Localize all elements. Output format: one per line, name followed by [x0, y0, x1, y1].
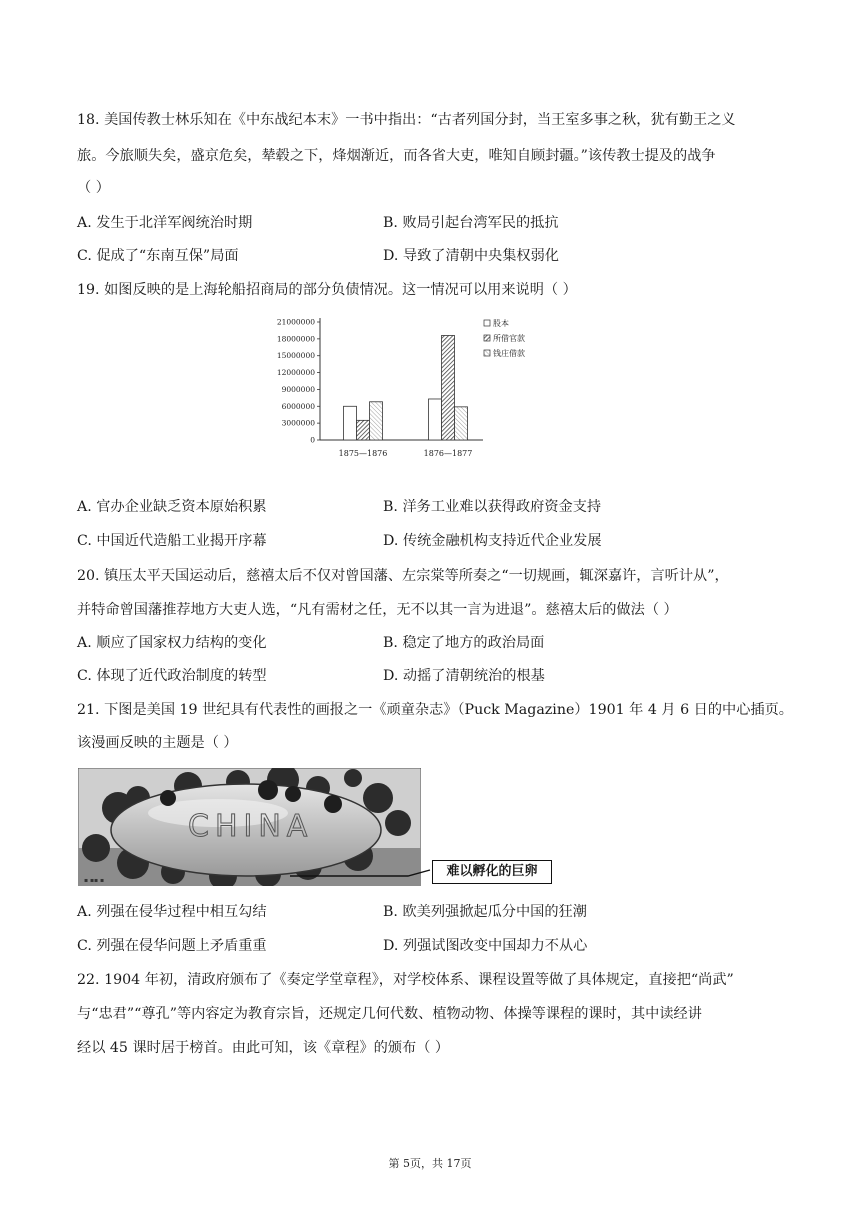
y-tick-label: 12000000 [276, 368, 315, 378]
q21-stem-line-1: 21. 下图是美国 19 世纪具有代表性的画报之一《顽童杂志》（Puck Magazine）1901 年 4 月 6 日的中心插页。 [77, 702, 793, 718]
q18-stem-line-1: 18. 美国传教士林乐知在《中东战纪本末》一书中指出：“古者列国分封，当王室多事之秋，犹有勤王之义 [77, 112, 736, 128]
q20-stem-line-2: 并特命曾国藩推荐地方大吏人选，“凡有需材之任，无不以其一言为进退”。慈禧太后的做法（ ） [77, 602, 678, 618]
q21-option-a: A. 列强在侵华过程中相互勾结 [77, 904, 267, 920]
q19-option-b: B. 洋务工业难以获得政府资金支持 [383, 499, 602, 515]
y-tick-label: 0 [310, 435, 315, 445]
q22-stem-line-1: 22. 1904 年初，清政府颁布了《奏定学堂章程》，对学校体系、课程设置等做了具体规定，直接把“尚武” [77, 972, 734, 988]
y-tick-label: 6000000 [281, 401, 315, 411]
legend-label: 钱庄借款 [493, 349, 525, 358]
chart-svg [268, 312, 558, 472]
q20-option-b: B. 稳定了地方的政治局面 [383, 635, 545, 651]
q19-stem-line-1: 19. 如图反映的是上海轮船招商局的部分负债情况。这一情况可以用来说明（ ） [77, 282, 577, 298]
q21-option-c: C. 列强在侵华问题上矛盾重重 [77, 938, 267, 954]
q18-stem-line-3: （ ） [77, 180, 110, 196]
svg-text:▪ ▪▪ ▪: ▪ ▪▪ ▪ [84, 877, 105, 884]
y-tick-label: 21000000 [276, 317, 315, 327]
page-footer: 第 5页，共 17页 [388, 1157, 472, 1170]
q20-option-d: D. 动摇了清朝统治的根基 [383, 668, 545, 684]
cartoon-caption-box: 难以孵化的巨卵 [432, 860, 552, 884]
bar-股本-1876—1877 [429, 399, 442, 440]
q18-stem-line-2: 旅。今旅顺失矣，盛京危矣，辇毂之下，烽烟渐近，而各省大吏，唯知自顾封疆。”该传教士提及的战争 [77, 148, 716, 164]
q20-option-a: A. 顺应了国家权力结构的变化 [77, 635, 267, 651]
bar-钱庄借款-1875—1876 [370, 402, 383, 440]
q19-option-a: A. 官办企业缺乏资本原始积累 [77, 499, 267, 515]
q22-stem-line-3: 经以 45 课时居于榜首。由此可知，该《章程》的颁布（ ） [77, 1040, 450, 1056]
q21-option-d: D. 列强试图改变中国却力不从心 [383, 938, 588, 954]
q21-stem-line-2: 该漫画反映的主题是（ ） [77, 735, 238, 751]
y-tick-label: 9000000 [281, 384, 315, 394]
cartoon-china-word: CHINA [188, 809, 314, 844]
y-tick-label: 3000000 [281, 418, 315, 428]
bar-钱庄借款-1876—1877 [455, 407, 468, 440]
y-tick-label: 18000000 [276, 334, 315, 344]
legend-label: 所借官款 [493, 334, 525, 343]
legend-swatch-钱庄借款 [484, 350, 490, 356]
q19-option-c: C. 中国近代造船工业揭开序幕 [77, 533, 267, 549]
x-tick-label: 1876—1877 [423, 449, 473, 458]
q18-option-c: C. 促成了“东南互保”局面 [77, 248, 239, 264]
q21-option-b: B. 欧美列强掀起瓜分中国的狂潮 [383, 904, 587, 920]
liability-bar-chart [268, 312, 558, 472]
q18-option-a: A. 发生于北洋军阀统治时期 [77, 215, 253, 231]
q22-stem-line-2: 与“忠君”“尊孔”等内容定为教育宗旨，还规定几何代数、植物动物、体操等课程的课时，其中读经讲 [77, 1006, 702, 1022]
q18-option-d: D. 导致了清朝中央集权弱化 [383, 248, 559, 264]
bar-股本-1875—1876 [344, 406, 357, 440]
legend-swatch-所借官款 [484, 335, 490, 341]
x-tick-label: 1875—1876 [338, 449, 388, 458]
y-tick-label: 15000000 [276, 351, 315, 361]
bar-所借官款-1875—1876 [357, 420, 370, 440]
q18-option-b: B. 败局引起台湾军民的抵抗 [383, 215, 559, 231]
q20-stem-line-1: 20. 镇压太平天国运动后，慈禧太后不仅对曾国藩、左宗棠等所奏之“一切规画，辄深嘉许，言听计从”， [77, 568, 729, 584]
q19-option-d: D. 传统金融机构支持近代企业发展 [383, 533, 602, 549]
legend-swatch-股本 [484, 320, 490, 326]
q20-option-c: C. 体现了近代政治制度的转型 [77, 668, 267, 684]
bar-所借官款-1876—1877 [442, 335, 455, 440]
legend-label: 股本 [493, 319, 509, 328]
